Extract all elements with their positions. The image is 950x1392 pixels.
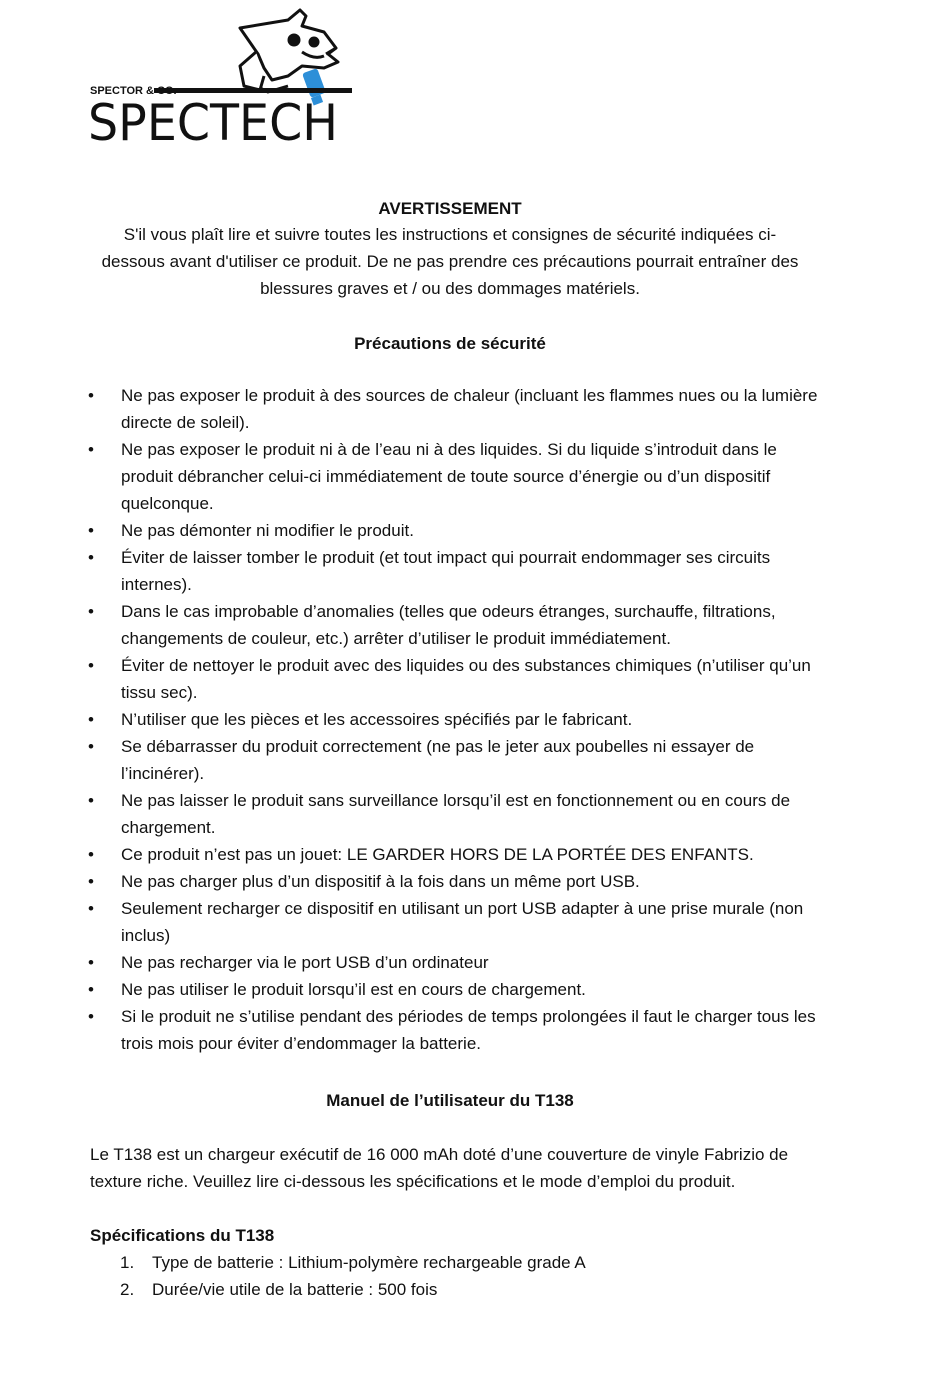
list-item: • Ne pas laisser le produit sans surveillance lorsqu’il est en fonctionnement ou en cours de chargement. <box>88 787 823 841</box>
list-item: • Seulement recharger ce dispositif en utilisant un port USB adapter à une prise murale (non inclus) <box>88 895 823 949</box>
bullet-icon: • <box>88 872 94 891</box>
manual-intro: Le T138 est un chargeur exécutif de 16 000 mAh doté d’une couverture de vinyle Fabrizio de texture riche. Veuillez lire ci-dessous les spécifications et le mode d’emploi du produit. <box>90 1145 789 1191</box>
manual-title: Manuel de l’utilisateur du T138 <box>326 1091 574 1110</box>
bullet-icon: • <box>88 980 94 999</box>
list-item: • Ne pas charger plus d’un dispositif à la fois dans un même port USB. <box>88 868 823 895</box>
list-item: • Ne pas utiliser le produit lorsqu’il est en cours de chargement. <box>88 976 823 1003</box>
list-item: • Dans le cas improbable d’anomalies (telles que odeurs étranges, surchauffe, filtrations, changements de couleur, etc.) arrêter d’utiliser le produit immédiatement. <box>88 598 823 652</box>
warning-title: AVERTISSEMENT <box>378 199 522 218</box>
bullet-icon: • <box>88 656 94 675</box>
bullet-icon: • <box>88 548 94 567</box>
list-item: • Si le produit ne s’utilise pendant des périodes de temps prolongées il faut le charger tous les trois mois pour éviter d’endommager la batterie. <box>88 1003 823 1057</box>
list-item: • Éviter de nettoyer le produit avec des liquides ou des substances chimiques (n’utiliser qu’un tissu sec). <box>88 652 823 706</box>
bullet-icon: • <box>88 440 94 459</box>
bullet-icon: • <box>88 521 94 540</box>
brand-small: SPECTOR & CO. <box>90 85 177 97</box>
list-item: • Ne pas exposer le produit ni à de l’eau ni à des liquides. Si du liquide s’introduit dans le produit débrancher celui-ci immédiatement de toute source d’énergie ou d’un dispositif quelconque. <box>88 436 823 517</box>
bullet-icon: • <box>88 710 94 729</box>
bullet-icon: • <box>88 791 94 810</box>
list-item: 2. Durée/vie utile de la batterie : 500 fois <box>120 1280 438 1299</box>
list-item: • Ne pas recharger via le port USB d’un ordinateur <box>88 949 823 976</box>
list-item: • Ne pas démonter ni modifier le produit. <box>88 517 823 544</box>
dog-mascot-with-usb-icon <box>240 10 338 92</box>
spectech-logo <box>88 6 358 146</box>
brand-large: SPECTECH <box>88 94 338 146</box>
bullet-icon: • <box>88 899 94 918</box>
safety-title: Précautions de sécurité <box>354 334 546 353</box>
list-item: • Se débarrasser du produit correctement (ne pas le jeter aux poubelles ni essayer de l’incinérer). <box>88 733 823 787</box>
safety-list <box>88 382 823 1057</box>
list-item: 1. Type de batterie : Lithium-polymère rechargeable grade A <box>120 1253 586 1272</box>
list-item: • Éviter de laisser tomber le produit (et tout impact qui pourrait endommager ses circuits internes). <box>88 544 823 598</box>
bullet-icon: • <box>88 602 94 621</box>
warning-text: S'il vous plaît lire et suivre toutes les instructions et consignes de sécurité indiquées ci-dessous avant d'utiliser ce produit. De ne pas prendre ces précautions pourrait entraîner des blessures graves et / ou des dommages matériels. <box>101 225 799 298</box>
list-item: • Ce produit n’est pas un jouet: LE GARDER HORS DE LA PORTÉE DES ENFANTS. <box>88 841 823 868</box>
spec-list <box>120 1249 586 1303</box>
bullet-icon: • <box>88 386 94 405</box>
bullet-icon: • <box>88 737 94 756</box>
bullet-icon: • <box>88 1007 94 1026</box>
list-item: • N’utiliser que les pièces et les accessoires spécifiés par le fabricant. <box>88 706 823 733</box>
spec-title: Spécifications du T138 <box>90 1226 275 1245</box>
bullet-icon: • <box>88 845 94 864</box>
list-item: • Ne pas exposer le produit à des sources de chaleur (incluant les flammes nues ou la lumière directe de soleil). <box>88 382 823 436</box>
bullet-icon: • <box>88 953 94 972</box>
